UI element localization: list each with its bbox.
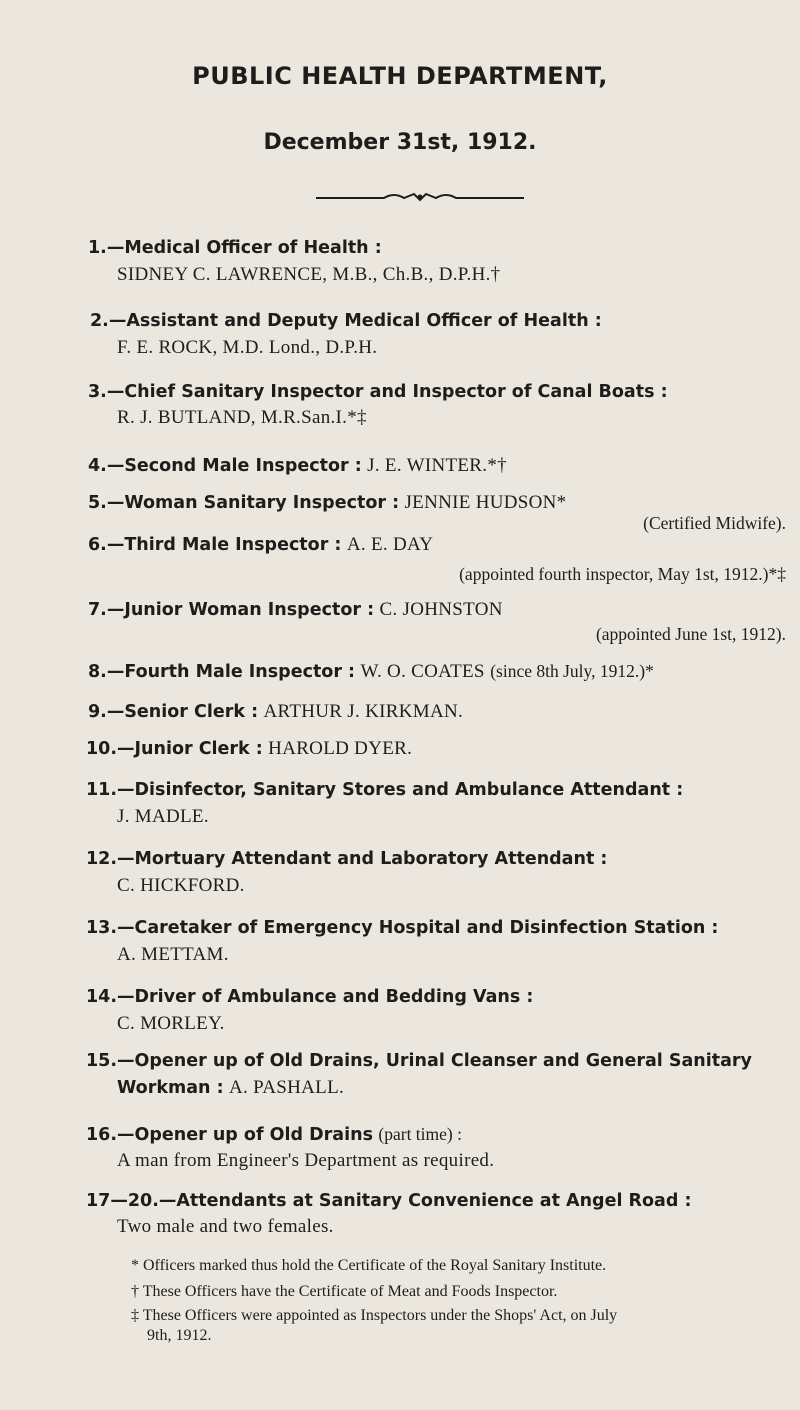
staff-role-11: 11.—Disinfector, Sanitary Stores and Ambulance Attendant :	[86, 780, 684, 800]
staff-note-5: (Certified Midwife).	[643, 513, 786, 533]
staff-name-8: W. O. COATES	[360, 661, 485, 682]
staff-note-16: (part time) :	[378, 1124, 462, 1144]
staff-row-8: 8.—Fourth Male Inspector : W. O. COATES (since 8th July, 1912.)*	[88, 661, 654, 682]
staff-note-6: (appointed fourth inspector, May 1st, 1912.)*‡	[459, 564, 786, 584]
staff-name-6: A. E. DAY	[346, 534, 434, 555]
staff-name-16: A man from Engineer's Department as required.	[117, 1150, 495, 1171]
staff-row-10: 10.—Junior Clerk : HAROLD DYER.	[86, 738, 413, 759]
staff-name-2: F. E. ROCK, M.D. Lond., D.P.H.	[117, 337, 378, 358]
report-date: December 31st, 1912.	[263, 130, 537, 155]
staff-row-5: 5.—Woman Sanitary Inspector : JENNIE HUDSON*	[88, 492, 567, 513]
staff-row-15b: Workman : A. PASHALL.	[117, 1077, 345, 1098]
staff-name-10: HAROLD DYER.	[268, 738, 413, 759]
staff-role-3: 3.—Chief Sanitary Inspector and Inspector of Canal Boats :	[88, 382, 668, 402]
staff-role-12: 12.—Mortuary Attendant and Laboratory Attendant :	[86, 849, 608, 869]
staff-name-3: R. J. BUTLAND, M.R.San.I.*‡	[117, 407, 367, 428]
staff-row-9: 9.—Senior Clerk : ARTHUR J. KIRKMAN.	[88, 701, 464, 722]
staff-name-13: A. METTAM.	[117, 944, 229, 965]
staff-role-14: 14.—Driver of Ambulance and Bedding Vans :	[86, 987, 534, 1007]
staff-role-2: 2.—Assistant and Deputy Medical Officer of Health :	[90, 311, 602, 331]
staff-name-1: SIDNEY C. LAWRENCE, M.B., Ch.B., D.P.H.†	[117, 264, 501, 285]
footnote-3-cont: 9th, 1912.	[147, 1327, 212, 1344]
staff-name-7: C. JOHNSTON	[379, 599, 503, 620]
staff-row-6: 6.—Third Male Inspector : A. E. DAY	[88, 534, 434, 555]
staff-row-7: 7.—Junior Woman Inspector : C. JOHNSTON	[88, 599, 503, 620]
footnote-3: ‡ These Officers were appointed as Inspectors under the Shops' Act, on July	[131, 1307, 618, 1324]
staff-name-17: Two male and two females.	[117, 1216, 334, 1237]
staff-name-5: JENNIE HUDSON*	[404, 492, 567, 513]
staff-role-17: 17—20.—Attendants at Sanitary Convenience at Angel Road :	[86, 1191, 692, 1211]
staff-name-15: A. PASHALL.	[228, 1077, 345, 1098]
page-title: PUBLIC HEALTH DEPARTMENT,	[192, 62, 608, 90]
staff-role-15: 15.—Opener up of Old Drains, Urinal Cleanser and General Sanitary	[86, 1051, 752, 1071]
decorative-divider	[314, 190, 526, 204]
staff-name-4: J. E. WINTER.*†	[367, 455, 507, 476]
staff-role-13: 13.—Caretaker of Emergency Hospital and Disinfection Station :	[86, 918, 719, 938]
footnote-1: * Officers marked thus hold the Certificate of the Royal Sanitary Institute.	[131, 1257, 607, 1274]
staff-role-1: 1.—Medical Officer of Health :	[88, 238, 382, 258]
staff-name-12: C. HICKFORD.	[117, 875, 245, 896]
staff-note-8: (since 8th July, 1912.)*	[490, 661, 654, 681]
staff-name-14: C. MORLEY.	[117, 1013, 225, 1034]
staff-row-16: 16.—Opener up of Old Drains (part time) :	[86, 1124, 462, 1145]
staff-name-9: ARTHUR J. KIRKMAN.	[263, 701, 464, 722]
staff-note-7: (appointed June 1st, 1912).	[595, 624, 786, 644]
footnote-2: † These Officers have the Certificate of Meat and Foods Inspector.	[131, 1283, 558, 1300]
staff-row-4: 4.—Second Male Inspector : J. E. WINTER.*†	[88, 455, 507, 476]
staff-name-11: J. MADLE.	[117, 806, 209, 827]
